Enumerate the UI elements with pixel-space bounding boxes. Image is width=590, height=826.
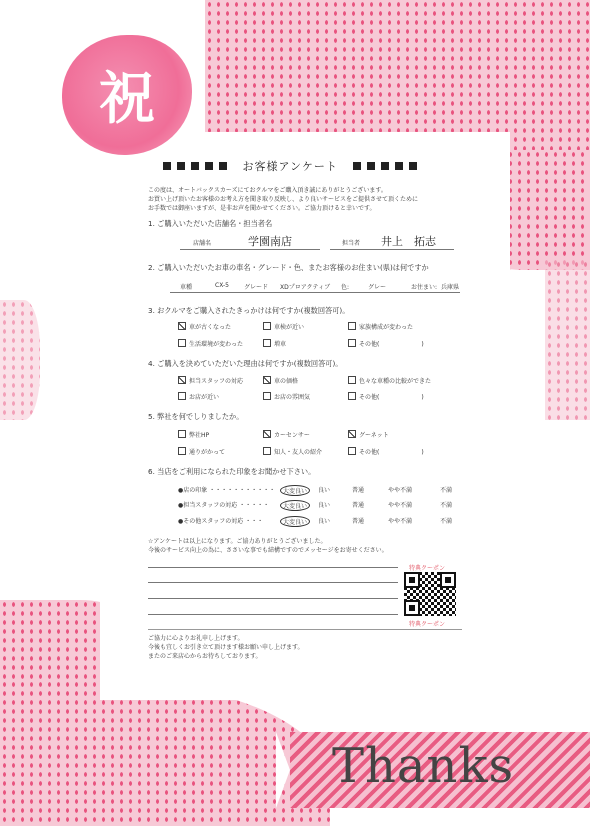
q2-underline <box>170 292 460 293</box>
q6-rating-option-selected[interactable]: 大変良い <box>280 485 310 496</box>
q5-option[interactable]: その他( ) <box>348 447 424 456</box>
q2-heading: 2. ご購入いただいたお車の車名・グレード・色、またお客様のお住まい(県)は何ですか <box>148 263 429 272</box>
q3-option[interactable]: その他( ) <box>348 339 424 348</box>
q6-heading: 6. 当店をご利用になられた印象をお聞かせ下さい。 <box>148 467 316 476</box>
intro-line-2: お買い上げ頂いたお客様のお考え方を聞き取り反映し、より良いサービスをご提供させて頂くために <box>148 196 419 203</box>
checkbox-checked[interactable] <box>348 430 356 438</box>
ribbon-notch <box>276 732 290 808</box>
q6-rating-option[interactable]: やや不満 <box>388 487 413 494</box>
checkbox-checked[interactable] <box>263 430 271 438</box>
q1-store-value[interactable]: 学園南店 <box>248 235 292 248</box>
checkbox[interactable] <box>348 339 356 347</box>
q6-rating-option[interactable]: 普通 <box>352 502 365 509</box>
message-line-1: ☆アンケートは以上になります。ご協力ありがとうございました。 <box>148 538 327 545</box>
checkbox[interactable] <box>178 430 186 438</box>
q6-row-label: ●店の印象 ・・・・・・・・・・・ <box>178 487 276 494</box>
checkbox[interactable] <box>348 392 356 400</box>
intro-line-3: お手数では御座いますが、是非お声を聞かせてください。ご協力頂けると幸いです。 <box>148 205 376 212</box>
message-line[interactable] <box>148 614 398 615</box>
q3-option[interactable]: 増車 <box>263 339 286 348</box>
q3-heading: 3. おクルマをご購入されたきっかけは何ですか(複数回答可)。 <box>148 306 350 315</box>
q4-option[interactable]: お店の雰囲気 <box>263 392 310 401</box>
checkbox[interactable] <box>348 376 356 384</box>
divider <box>148 629 462 630</box>
q2-pref-label: お住まい: <box>411 284 438 291</box>
intro-line-1: この度は、オートバックスカーズにておクルマをご購入頂き誠にありがとうございます。 <box>148 187 387 194</box>
checkbox[interactable] <box>178 339 186 347</box>
survey-title: お客様アンケート <box>160 158 420 174</box>
q4-option[interactable]: お店が近い <box>178 392 219 401</box>
checkbox[interactable] <box>263 339 271 347</box>
message-line[interactable] <box>148 582 398 583</box>
q5-option[interactable]: グーネット <box>348 430 389 439</box>
checkbox[interactable] <box>348 322 356 330</box>
q6-rating-option[interactable]: やや不満 <box>388 518 413 525</box>
q6-rating-option[interactable]: 不満 <box>440 487 453 494</box>
q2-grade-label: グレード <box>244 284 269 291</box>
q1-store-underline <box>180 249 320 250</box>
q2-color-label: 色: <box>341 284 350 291</box>
q2-pref-value[interactable]: 兵庫県 <box>441 284 460 291</box>
dot-pattern-left-mid <box>0 300 40 420</box>
q6-rating-option[interactable]: 良い <box>318 487 331 494</box>
q3-option[interactable]: 車検が近い <box>263 322 304 331</box>
checkbox-checked[interactable] <box>178 376 186 384</box>
checkbox-checked[interactable] <box>178 322 186 330</box>
q6-row-label: ●担当スタッフの対応 ・・・・・ <box>178 502 270 509</box>
q4-option[interactable]: その他( ) <box>348 392 424 401</box>
q6-rating-option[interactable]: 良い <box>318 502 331 509</box>
q1-heading: 1. ご購入いただいた店舗名・担当者名 <box>148 219 273 228</box>
checkbox[interactable] <box>178 447 186 455</box>
q1-store-label: 店舗名 <box>193 240 212 247</box>
message-line[interactable] <box>148 598 398 599</box>
message-line-2: 今後のサービス向上の為に、ささいな事でも結構ですのでメッセージをお寄せください。 <box>148 547 388 554</box>
q4-option[interactable]: 担当スタッフの対応 <box>178 376 243 385</box>
q2-grade-value[interactable]: XDプロアクティブ <box>280 284 331 291</box>
checkbox[interactable] <box>263 447 271 455</box>
checkbox[interactable] <box>348 447 356 455</box>
q4-option[interactable]: 車の価格 <box>263 376 298 385</box>
q6-rating-option[interactable]: やや不満 <box>388 502 413 509</box>
q6-rating-option[interactable]: 普通 <box>352 518 365 525</box>
q1-staff-label: 担当者 <box>342 240 361 247</box>
q5-option[interactable]: カーセンサー <box>263 430 310 439</box>
q2-car-value[interactable]: CX-5 <box>215 282 229 289</box>
q6-rating-option[interactable]: 不満 <box>440 502 453 509</box>
q1-staff-value[interactable]: 井上 拓志 <box>381 235 436 248</box>
qr-code[interactable] <box>404 572 456 616</box>
coupon-label-top: 特典クーポン <box>409 565 446 572</box>
closing-line-2: 今後も宜しくお引き立て頂けます様お願い申し上げます。 <box>148 644 304 651</box>
q6-rating-option[interactable]: 普通 <box>352 487 365 494</box>
q6-rating-option-selected[interactable]: 大変良い <box>280 500 310 511</box>
message-line[interactable] <box>148 567 398 568</box>
q5-option[interactable]: 弊社HP <box>178 430 209 439</box>
thanks-text: Thanks <box>332 738 515 794</box>
q5-option[interactable]: 知人・友人の紹介 <box>263 447 322 456</box>
q2-car-label: 車種 <box>180 284 193 291</box>
q5-option[interactable]: 通りがかって <box>178 447 225 456</box>
q6-row-label: ●その他スタッフの対応 ・・・ <box>178 518 264 525</box>
checkbox[interactable] <box>178 392 186 400</box>
q3-option[interactable]: 生活環境が変わった <box>178 339 243 348</box>
q4-option[interactable]: 色々な車種の比較ができた <box>348 376 431 385</box>
q4-heading: 4. ご購入を決めていただいた理由は何ですか(複数回答可)。 <box>148 359 343 368</box>
checkbox[interactable] <box>263 322 271 330</box>
closing-line-1: ご協力に心よりお礼申し上げます。 <box>148 635 244 642</box>
q2-color-value[interactable]: グレー <box>368 284 387 291</box>
q6-rating-option-selected[interactable]: 大変良い <box>280 516 310 527</box>
dot-pattern-right-mid <box>545 260 590 420</box>
checkbox[interactable] <box>263 392 271 400</box>
q6-rating-option[interactable]: 良い <box>318 518 331 525</box>
closing-line-3: またのご来店心からお待ちしております。 <box>148 653 262 660</box>
q3-option[interactable]: 家族構成が変わった <box>348 322 413 331</box>
q5-heading: 5. 弊社を何でしりましたか。 <box>148 412 244 421</box>
q1-staff-underline <box>330 249 454 250</box>
q3-option[interactable]: 車が古くなった <box>178 322 231 331</box>
q6-rating-option[interactable]: 不満 <box>440 518 453 525</box>
celebration-badge-text: 祝 <box>99 66 155 132</box>
checkbox-checked[interactable] <box>263 376 271 384</box>
coupon-label-bottom: 特典クーポン <box>409 621 446 628</box>
